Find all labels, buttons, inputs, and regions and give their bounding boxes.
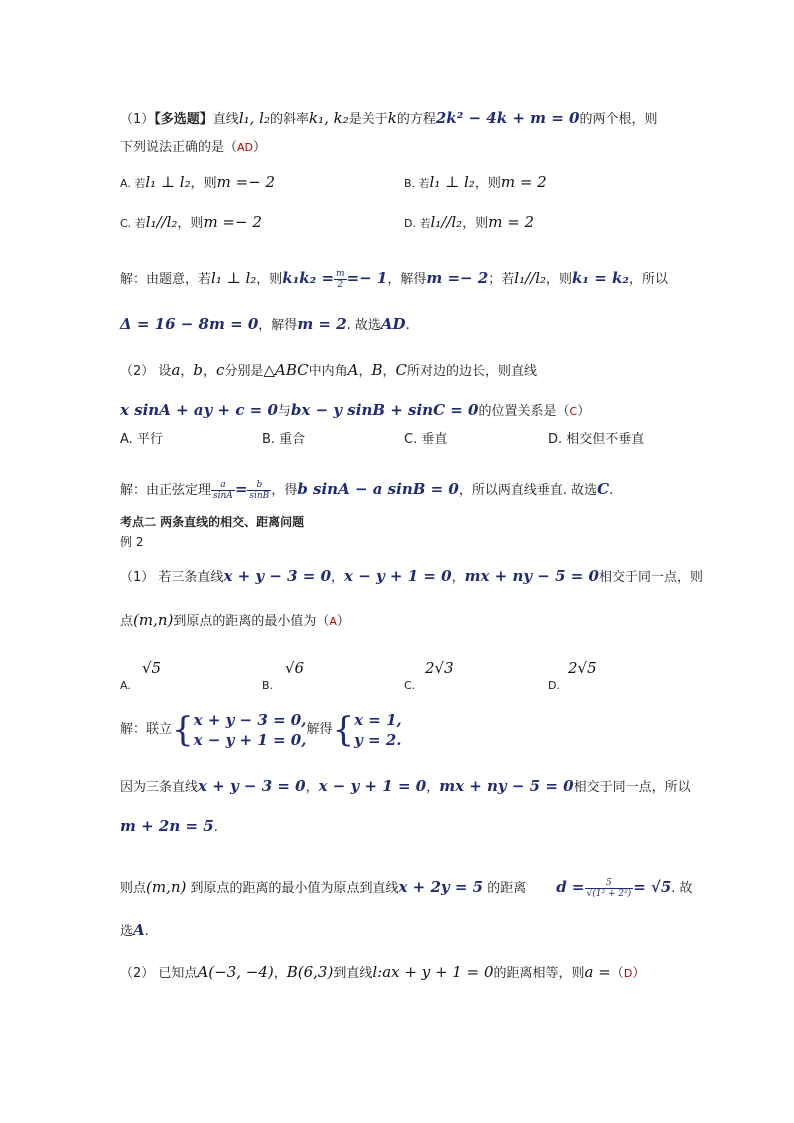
fraction <box>247 480 271 501</box>
text: ， <box>426 780 440 795</box>
math: B(6,3) <box>286 963 334 981</box>
text: ，所以两直线垂直. 故选 <box>458 483 598 498</box>
text: 的距离 <box>483 881 527 896</box>
math: 2k² − 4k + m = 0 <box>435 109 580 127</box>
q3-option-b-label <box>262 676 273 696</box>
numerator: 5 <box>585 878 634 889</box>
text: ） <box>336 614 350 629</box>
text: 解得 <box>306 722 333 737</box>
math: x + y − 3 = 0 <box>198 777 306 795</box>
question-number: （2） <box>120 364 155 379</box>
math: 2√3 <box>425 659 454 677</box>
text: 所对边的边长，则直线 <box>407 364 538 379</box>
math: m + 2n = 5 <box>120 817 214 835</box>
denominator: sinB <box>249 491 270 501</box>
text: ， <box>331 570 345 585</box>
q3-option-d-label <box>548 676 560 696</box>
math: x − y + 1 = 0 <box>344 567 452 585</box>
q3-solution-line4 <box>120 872 693 904</box>
fraction <box>334 269 347 290</box>
option-label: B. <box>262 679 274 692</box>
q3-option-c-value <box>425 658 454 680</box>
math: k₁, k₂ <box>309 109 349 127</box>
math: m = 2 <box>500 173 547 191</box>
q3-line1 <box>120 566 703 588</box>
math: mx + ny − 5 = 0 <box>439 777 574 795</box>
option-text: B. 重合 <box>262 432 306 447</box>
text: ） <box>577 404 591 419</box>
math: x + 2y = 5 <box>398 878 484 896</box>
text: 若三条直线 <box>158 570 224 585</box>
text: ，则 <box>546 272 573 287</box>
q1-option-c <box>120 212 262 234</box>
text: ，得 <box>271 483 298 498</box>
option-label: A. <box>120 679 131 692</box>
fraction <box>211 480 235 501</box>
math: l₁ ⊥ l₂ <box>145 173 191 191</box>
q1-option-d <box>404 212 534 234</box>
math: k <box>387 109 397 127</box>
text: 选 <box>120 924 134 939</box>
text: . <box>609 483 614 498</box>
text: ，所以 <box>628 272 668 287</box>
math: =− 1 <box>346 269 388 287</box>
text: ， <box>382 364 396 379</box>
math: c <box>216 361 225 379</box>
text: 解：由正弦定理 <box>120 483 212 498</box>
text: ，解得 <box>258 318 298 333</box>
system-row: y = 2. <box>354 730 402 749</box>
math: A(−3, −4) <box>197 963 274 981</box>
text: 到原点的距离的最小值为（ <box>173 614 330 629</box>
q2-option-c <box>404 430 447 450</box>
system-row: x = 1, <box>354 710 402 729</box>
q3-line2 <box>120 610 350 632</box>
text: 因为三条直线 <box>120 780 199 795</box>
math: m = 2 <box>488 213 535 231</box>
text: ，则 <box>177 216 204 231</box>
math: m =− 2 <box>216 173 276 191</box>
q3-option-a-label <box>120 676 131 696</box>
text: . 故选 <box>346 318 381 333</box>
q3-option-c-label <box>404 676 415 696</box>
text: ，则 <box>474 176 501 191</box>
text: ， <box>451 570 465 585</box>
q3-solution-line1 <box>120 708 402 752</box>
text: ） <box>253 140 267 155</box>
answer-badge: AD <box>237 141 254 154</box>
option-label: C. <box>404 679 416 692</box>
q2-option-b <box>262 430 305 450</box>
text: 中内角 <box>308 364 348 379</box>
math: a <box>171 361 181 379</box>
text: ， <box>358 364 372 379</box>
math: m = 2 <box>297 315 347 333</box>
option-label: D. <box>548 679 560 692</box>
math: Δ = 16 − 8m = 0 <box>120 315 259 333</box>
math: A <box>133 921 145 939</box>
math: = √5 <box>633 878 672 896</box>
option-label: C. 若 <box>120 217 146 230</box>
q2-line1 <box>120 360 537 382</box>
fraction <box>585 878 634 899</box>
math: l₁ ⊥ l₂ <box>429 173 475 191</box>
text: 到直线 <box>333 966 373 981</box>
example-label: 例 2 <box>120 535 144 549</box>
q2-line2 <box>120 400 590 422</box>
left-brace: { <box>332 709 355 750</box>
section-title: 考点二 两条直线的相交、距离问题 <box>120 515 305 529</box>
math: bx − y sinB + sinC = 0 <box>290 401 479 419</box>
q1-solution-line2 <box>120 314 410 336</box>
q2-option-d <box>548 430 644 450</box>
text: 直线 <box>212 112 239 127</box>
question-number: （1） <box>120 112 155 127</box>
math: 2√5 <box>568 659 597 677</box>
text: 下列说法正确的是（ <box>120 140 238 155</box>
text: 已知点 <box>158 966 198 981</box>
q2-solution <box>120 476 613 504</box>
text: . 故 <box>671 881 693 896</box>
answer-badge: D <box>623 967 633 980</box>
text: 设 <box>158 364 172 379</box>
math: mx + ny − 5 = 0 <box>464 567 599 585</box>
q1-line1 <box>120 108 657 130</box>
math: k₁k₂ = <box>282 269 335 287</box>
answer-badge: A <box>329 615 337 628</box>
text: 解：由题意，若 <box>120 272 212 287</box>
text: 解：联立 <box>120 722 173 737</box>
text: （ <box>610 966 624 981</box>
numerator: a <box>211 480 235 491</box>
text: 分别是 <box>224 364 264 379</box>
math: b sinA − a sinB = 0 <box>297 480 459 498</box>
math: d = <box>556 878 585 896</box>
math: A <box>347 361 359 379</box>
numerator: m <box>336 269 345 279</box>
text: ，则 <box>190 176 217 191</box>
q3-option-a-value <box>142 658 161 680</box>
text: . <box>213 820 218 835</box>
text: ） <box>632 966 646 981</box>
numerator: b <box>247 480 271 491</box>
math: l:ax + y + 1 = 0 <box>372 963 494 981</box>
math: l₁//l₂ <box>430 213 463 231</box>
denominator: 2 <box>337 280 344 290</box>
math: m =− 2 <box>203 213 262 231</box>
q3-solution-line2 <box>120 776 691 798</box>
text: . <box>144 924 149 939</box>
option-text: A. 平行 <box>120 432 163 447</box>
text: 的距离相等，则 <box>493 966 585 981</box>
text: 相交于同一点，则 <box>598 570 703 585</box>
math: △ABC <box>263 361 309 379</box>
question-tag: 【多选题】 <box>154 112 213 127</box>
math: AD <box>380 315 406 333</box>
text: ，则 <box>462 216 489 231</box>
option-label: D. 若 <box>404 217 431 230</box>
question-number: （2） <box>120 966 155 981</box>
math: B <box>371 361 383 379</box>
text: 相交于同一点，所以 <box>573 780 691 795</box>
q4-line1 <box>120 962 645 984</box>
option-text: C. 垂直 <box>404 432 448 447</box>
math: √6 <box>285 659 305 677</box>
text: ， <box>273 966 287 981</box>
text: ， <box>305 780 319 795</box>
math: = <box>234 480 248 498</box>
denominator: sinA <box>213 491 233 501</box>
text: 的斜率 <box>269 112 309 127</box>
math: l₁//l₂ <box>514 269 547 287</box>
q1-solution-line1 <box>120 268 668 290</box>
text: 是关于 <box>348 112 388 127</box>
text: 的两个根，则 <box>579 112 658 127</box>
q3-solution-line5 <box>120 920 149 942</box>
text: 的方程 <box>396 112 436 127</box>
left-brace: { <box>172 709 194 750</box>
option-label: B. 若 <box>404 177 430 190</box>
question-number: （1） <box>120 570 155 585</box>
q3-option-b-value <box>285 658 304 680</box>
math: (m,n) <box>133 611 174 629</box>
system-row: x − y + 1 = 0, <box>193 730 307 749</box>
q1-option-b <box>404 172 547 194</box>
math: x − y + 1 = 0 <box>318 777 427 795</box>
math: C <box>597 480 610 498</box>
math: l₁ ⊥ l₂ <box>211 269 257 287</box>
math: (m,n) <box>146 878 187 896</box>
q1-option-a <box>120 172 275 194</box>
math: x + y − 3 = 0 <box>223 567 332 585</box>
q3-solution-line3 <box>120 816 218 838</box>
q1-line2 <box>120 138 266 158</box>
answer-badge: C <box>569 405 578 418</box>
text: ， <box>203 364 217 379</box>
text: 点 <box>120 614 134 629</box>
text: ，解得 <box>387 272 427 287</box>
math: l₁//l₂ <box>145 213 178 231</box>
q2-option-a <box>120 430 163 450</box>
math: √5 <box>142 659 162 677</box>
q3-option-d-value <box>568 658 597 680</box>
text: 则点 <box>120 881 147 896</box>
math: a = <box>584 963 611 981</box>
equation-system <box>194 710 307 750</box>
math: k₁ = k₂ <box>572 269 629 287</box>
text: ， <box>180 364 194 379</box>
math: b <box>193 361 204 379</box>
text: 与 <box>277 404 291 419</box>
system-row: x + y − 3 = 0, <box>193 710 307 729</box>
text: ；若 <box>488 272 515 287</box>
text: ，则 <box>256 272 283 287</box>
option-text: D. 相交但不垂直 <box>548 432 645 447</box>
denominator: √(1² + 2²) <box>586 889 632 899</box>
math: m =− 2 <box>426 269 489 287</box>
text: 的位置关系是（ <box>478 404 570 419</box>
option-label: A. 若 <box>120 177 146 190</box>
equation-system <box>354 710 402 750</box>
math: C <box>395 361 408 379</box>
math: l₁, l₂ <box>238 109 270 127</box>
math: x sinA + ay + c = 0 <box>120 401 278 419</box>
text: 到原点的距离的最小值为原点到直线 <box>186 881 399 896</box>
text: . <box>405 318 410 333</box>
